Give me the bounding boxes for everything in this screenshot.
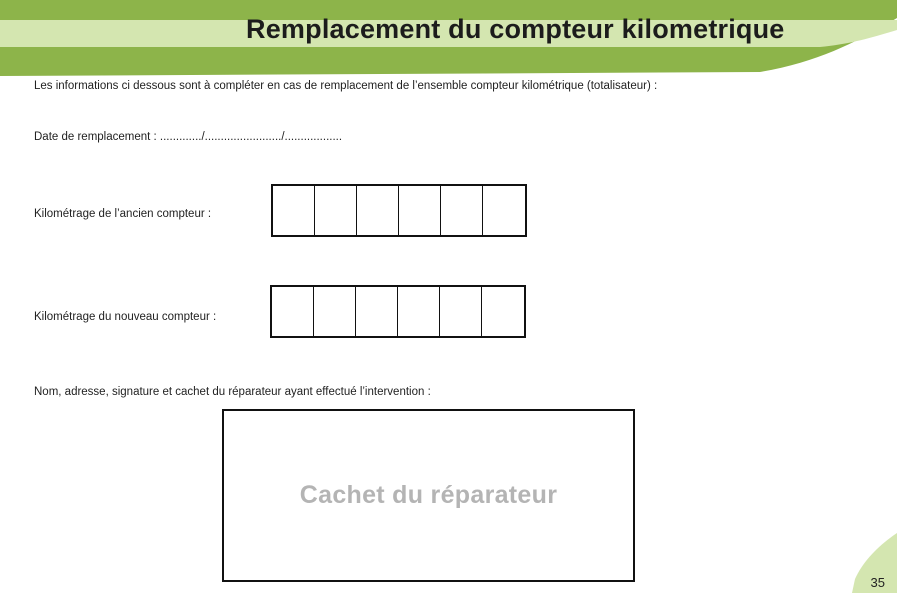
- new-odometer-digit-box[interactable]: [272, 287, 314, 336]
- new-odometer-digit-box[interactable]: [482, 287, 524, 336]
- new-odometer-digit-box[interactable]: [440, 287, 482, 336]
- page-title: Remplacement du compteur kilometrique: [246, 14, 785, 44]
- repairer-stamp-box[interactable]: [222, 409, 635, 582]
- old-odometer-label: Kilométrage de l’ancien compteur :: [34, 208, 212, 220]
- old-odometer-digit-box[interactable]: [357, 186, 399, 235]
- new-odometer-digits: [270, 285, 526, 338]
- intro-text: Les informations ci dessous sont à compléter en cas de remplacement de l’ensemble compteur kilométrique (totalisateur) :: [34, 80, 658, 92]
- old-odometer-digit-box[interactable]: [273, 186, 315, 235]
- old-odometer-digit-box[interactable]: [483, 186, 525, 235]
- old-odometer-digit-box[interactable]: [315, 186, 357, 235]
- repairer-label: Nom, adresse, signature et cachet du réparateur ayant effectué l’intervention :: [34, 386, 431, 398]
- old-odometer-digit-box[interactable]: [399, 186, 441, 235]
- new-odometer-digit-box[interactable]: [356, 287, 398, 336]
- old-odometer-digits: [271, 184, 527, 237]
- new-odometer-label: Kilométrage du nouveau compteur :: [34, 311, 217, 323]
- new-odometer-digit-box[interactable]: [314, 287, 356, 336]
- stamp-placeholder: Cachet du réparateur: [299, 481, 558, 509]
- new-odometer-digit-box[interactable]: [398, 287, 440, 336]
- replacement-date-field[interactable]: Date de remplacement : ............./......................../..................: [34, 131, 343, 143]
- old-odometer-digit-box[interactable]: [441, 186, 483, 235]
- page-number: 35: [870, 575, 885, 590]
